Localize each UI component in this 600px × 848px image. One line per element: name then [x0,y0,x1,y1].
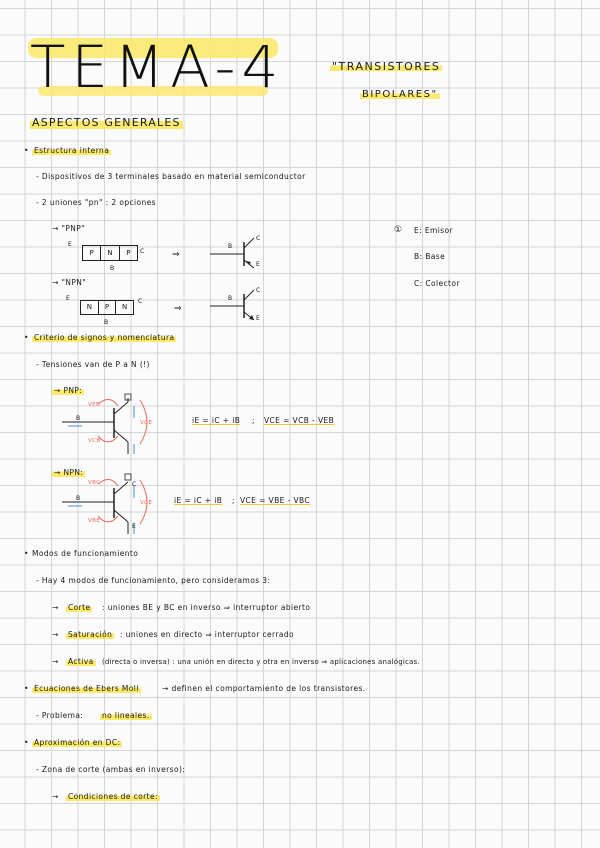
arrow-corte: → [52,603,59,612]
pnp-terminal-e: E [68,241,73,248]
criterio-npn-label: → NPN: [54,468,84,477]
npn-arrow: ⇒ [174,304,182,314]
npn-vce-label: VCE [140,500,153,506]
npn-circ-b: B [76,495,81,502]
npn-terminal-b: B [104,319,109,326]
estructura-line1: - Dispositivos de 3 terminales basado en material semiconductor [36,172,306,181]
npn-equation-currents: iE = iC + iB [174,496,223,505]
pnp-equation-voltages: VCE = VCB - VEB [264,416,335,425]
criterio-heading: Criterio de signos y nomenclatura [34,333,175,342]
npn-circ-c: C [132,481,137,488]
npn-terminal-c: C [138,298,143,305]
npn-block [80,300,134,315]
npn-equation-voltages: VCE = VBE - VBC [240,496,311,505]
npn-cell-3: N [122,303,128,311]
npn-cell-1: N [81,301,99,314]
zona-corte-text: - Zona de corte (ambas en inverso): [36,765,186,774]
problema-label: - Problema: [36,711,84,720]
bullet-dot: • [24,146,29,155]
saturacion-text: : uniones en directo ⇒ interruptor cerrado [120,630,295,639]
ebers-heading: Ecuaciones de Ebers Moll [34,684,139,693]
problema-text: no lineales. [102,711,150,720]
legend-number: ① [394,225,403,235]
saturacion-label: Saturación [68,630,113,639]
pnp-veb-label: VEB [88,402,101,408]
tensiones-text: - Tensiones van de P a N (!) [36,360,150,369]
npn-terminal-e: E [66,295,71,302]
modos-line1: - Hay 4 modos de funcionamiento, pero consideramos 3: [36,576,271,585]
condiciones-text: Condiciones de corte: [68,792,158,801]
pnp-sym-b: B [228,243,233,250]
bullet-dot: • [24,684,29,693]
activa-label: Activa [68,657,94,666]
legend-emisor: E: Emisor [414,226,453,235]
pnp-terminal-b: B [110,265,115,272]
npn-cell-2: P [99,301,117,314]
pnp-sym-e: E [256,261,261,268]
npn-vbe-label: VBE [88,518,101,524]
pnp-cell-3: P [126,249,131,257]
legend-base: B: Base [414,252,446,261]
dc-heading: Aproximación en DC: [34,738,121,747]
modos-heading: Modos de funcionamiento [32,549,139,558]
pnp-cell-2: N [101,246,119,260]
bullet-dot: • [24,738,29,747]
corte-label: Corte [68,603,91,612]
ebers-text: → definen el comportamiento de los transistores. [162,684,366,693]
legend-colector: C: Colector [414,279,460,288]
pnp-sym-c: C [256,235,261,242]
pnp-label: → "PNP" [52,224,86,233]
pnp-cell-1: P [83,246,101,260]
arrow-activa: → [52,657,59,666]
estructura-line2: - 2 uniones "pn" : 2 opciones [36,198,156,207]
npn-sym-c: C [256,287,261,294]
npn-label: → "NPN" [52,278,87,287]
npn-sym-b: B [228,295,233,302]
pnp-vcb-label: VCB [88,438,101,444]
pnp-circ-b: B [76,415,81,422]
estructura-heading: Estructura interna [34,146,110,155]
criterio-pnp-label: → PNP: [54,386,83,395]
page-title: TEMA-4 [30,33,285,101]
npn-vbc-label: VBC [88,480,101,486]
pnp-terminal-c: C [140,248,145,255]
npn-eq-separator: ; [232,496,235,505]
npn-circ-e: E [132,523,137,530]
activa-text: (directa o inversa) : una unión en directo y otra en inverso ⇒ aplicaciones analógicas. [102,658,420,666]
pnp-arrow: ⇒ [172,250,180,260]
section-heading: ASPECTOS GENERALES [32,116,181,129]
arrow-condiciones: → [52,792,59,801]
pnp-vce-label: VCE [140,420,153,426]
arrow-saturacion: → [52,630,59,639]
subtitle-line2: BIPOLARES" [362,89,438,100]
pnp-eq-separator: ; [252,416,255,425]
corte-text: : uniones BE y BC en inverso ⇒ interruptor abierto [102,603,311,612]
bullet-dot: • [24,333,29,342]
pnp-equation-currents: iE = iC + iB [192,416,241,425]
subtitle-line1: "TRANSISTORES [332,60,441,73]
bullet-dot: • [24,549,29,558]
npn-sym-e: E [256,315,261,322]
pnp-block [82,245,138,261]
